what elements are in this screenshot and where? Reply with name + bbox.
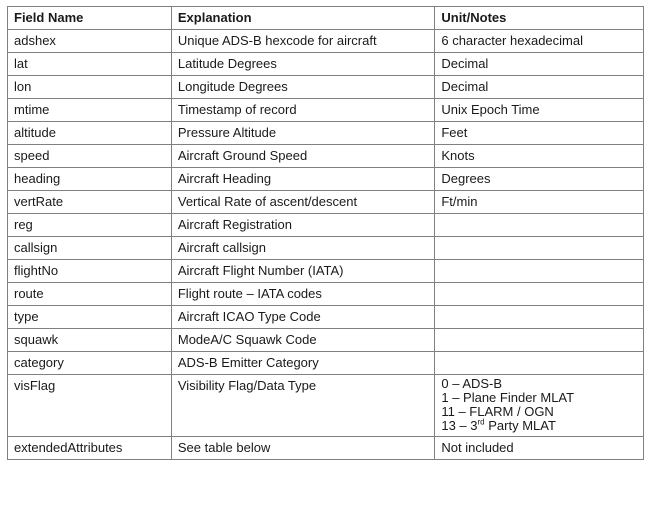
header-row (8, 7, 644, 30)
notes-cell: Unix Epoch Time (435, 99, 644, 122)
field-table (7, 6, 644, 460)
notes-cell (435, 237, 644, 260)
table-row (8, 237, 644, 260)
field-name-cell: adshex (8, 30, 172, 53)
explanation-cell: Aircraft Heading (171, 168, 435, 191)
notes-cell (435, 352, 644, 375)
explanation-cell: Flight route – IATA codes (171, 283, 435, 306)
table-row (8, 168, 644, 191)
notes-cell: Feet (435, 122, 644, 145)
explanation-cell: See table below (171, 437, 435, 460)
field-name-cell: extendedAttributes (8, 437, 172, 460)
explanation-cell: ModeA/C Squawk Code (171, 329, 435, 352)
notes-cell: Knots (435, 145, 644, 168)
field-name-cell: heading (8, 168, 172, 191)
notes-cell (435, 375, 644, 437)
table-row (8, 76, 644, 99)
header-explanation: Explanation (171, 7, 435, 30)
field-name-cell: altitude (8, 122, 172, 145)
table-row (8, 352, 644, 375)
table-row (8, 122, 644, 145)
explanation-cell: Visibility Flag/Data Type (171, 375, 435, 437)
table-row (8, 375, 644, 437)
notes-cell (435, 329, 644, 352)
visflag-note-line-superscript: 13 – 3rd Party MLAT (441, 417, 556, 433)
field-name-cell: category (8, 352, 172, 375)
notes-cell: Not included (435, 437, 644, 460)
table-row (8, 145, 644, 168)
notes-cell (435, 306, 644, 329)
table-row (8, 30, 644, 53)
field-name-cell: route (8, 283, 172, 306)
notes-cell: Decimal (435, 76, 644, 99)
explanation-cell: Aircraft ICAO Type Code (171, 306, 435, 329)
field-name-cell: mtime (8, 99, 172, 122)
field-name-cell: lat (8, 53, 172, 76)
explanation-cell: Aircraft Registration (171, 214, 435, 237)
explanation-cell: Latitude Degrees (171, 53, 435, 76)
notes-cell: Ft/min (435, 191, 644, 214)
table-row (8, 191, 644, 214)
field-name-cell: callsign (8, 237, 172, 260)
table-row (8, 214, 644, 237)
explanation-cell: Timestamp of record (171, 99, 435, 122)
field-name-cell: type (8, 306, 172, 329)
explanation-cell: Vertical Rate of ascent/descent (171, 191, 435, 214)
field-name-cell: speed (8, 145, 172, 168)
field-name-cell: lon (8, 76, 172, 99)
table-row (8, 306, 644, 329)
explanation-cell: Aircraft Flight Number (IATA) (171, 260, 435, 283)
explanation-cell: ADS-B Emitter Category (171, 352, 435, 375)
notes-cell: Decimal (435, 53, 644, 76)
table-row (8, 283, 644, 306)
explanation-cell: Unique ADS-B hexcode for aircraft (171, 30, 435, 53)
table-row (8, 99, 644, 122)
notes-cell (435, 260, 644, 283)
notes-cell (435, 214, 644, 237)
explanation-cell: Pressure Altitude (171, 122, 435, 145)
table-row (8, 53, 644, 76)
notes-cell: Degrees (435, 168, 644, 191)
visflag-note-line: 11 – FLARM / OGN (441, 404, 554, 419)
notes-cell: 6 character hexadecimal (435, 30, 644, 53)
table-row (8, 260, 644, 283)
visflag-note-line: 1 – Plane Finder MLAT (441, 390, 575, 405)
table-row (8, 329, 644, 352)
field-name-cell: reg (8, 214, 172, 237)
field-name-cell: visFlag (8, 375, 172, 437)
header-unit-notes: Unit/Notes (435, 7, 644, 30)
field-name-cell: vertRate (8, 191, 172, 214)
explanation-cell: Aircraft Ground Speed (171, 145, 435, 168)
visflag-note-line: 0 – ADS-B (441, 376, 503, 391)
table-row (8, 437, 644, 460)
field-name-cell: squawk (8, 329, 172, 352)
notes-cell (435, 283, 644, 306)
field-name-cell: flightNo (8, 260, 172, 283)
header-field-name: Field Name (8, 7, 172, 30)
explanation-cell: Aircraft callsign (171, 237, 435, 260)
explanation-cell: Longitude Degrees (171, 76, 435, 99)
